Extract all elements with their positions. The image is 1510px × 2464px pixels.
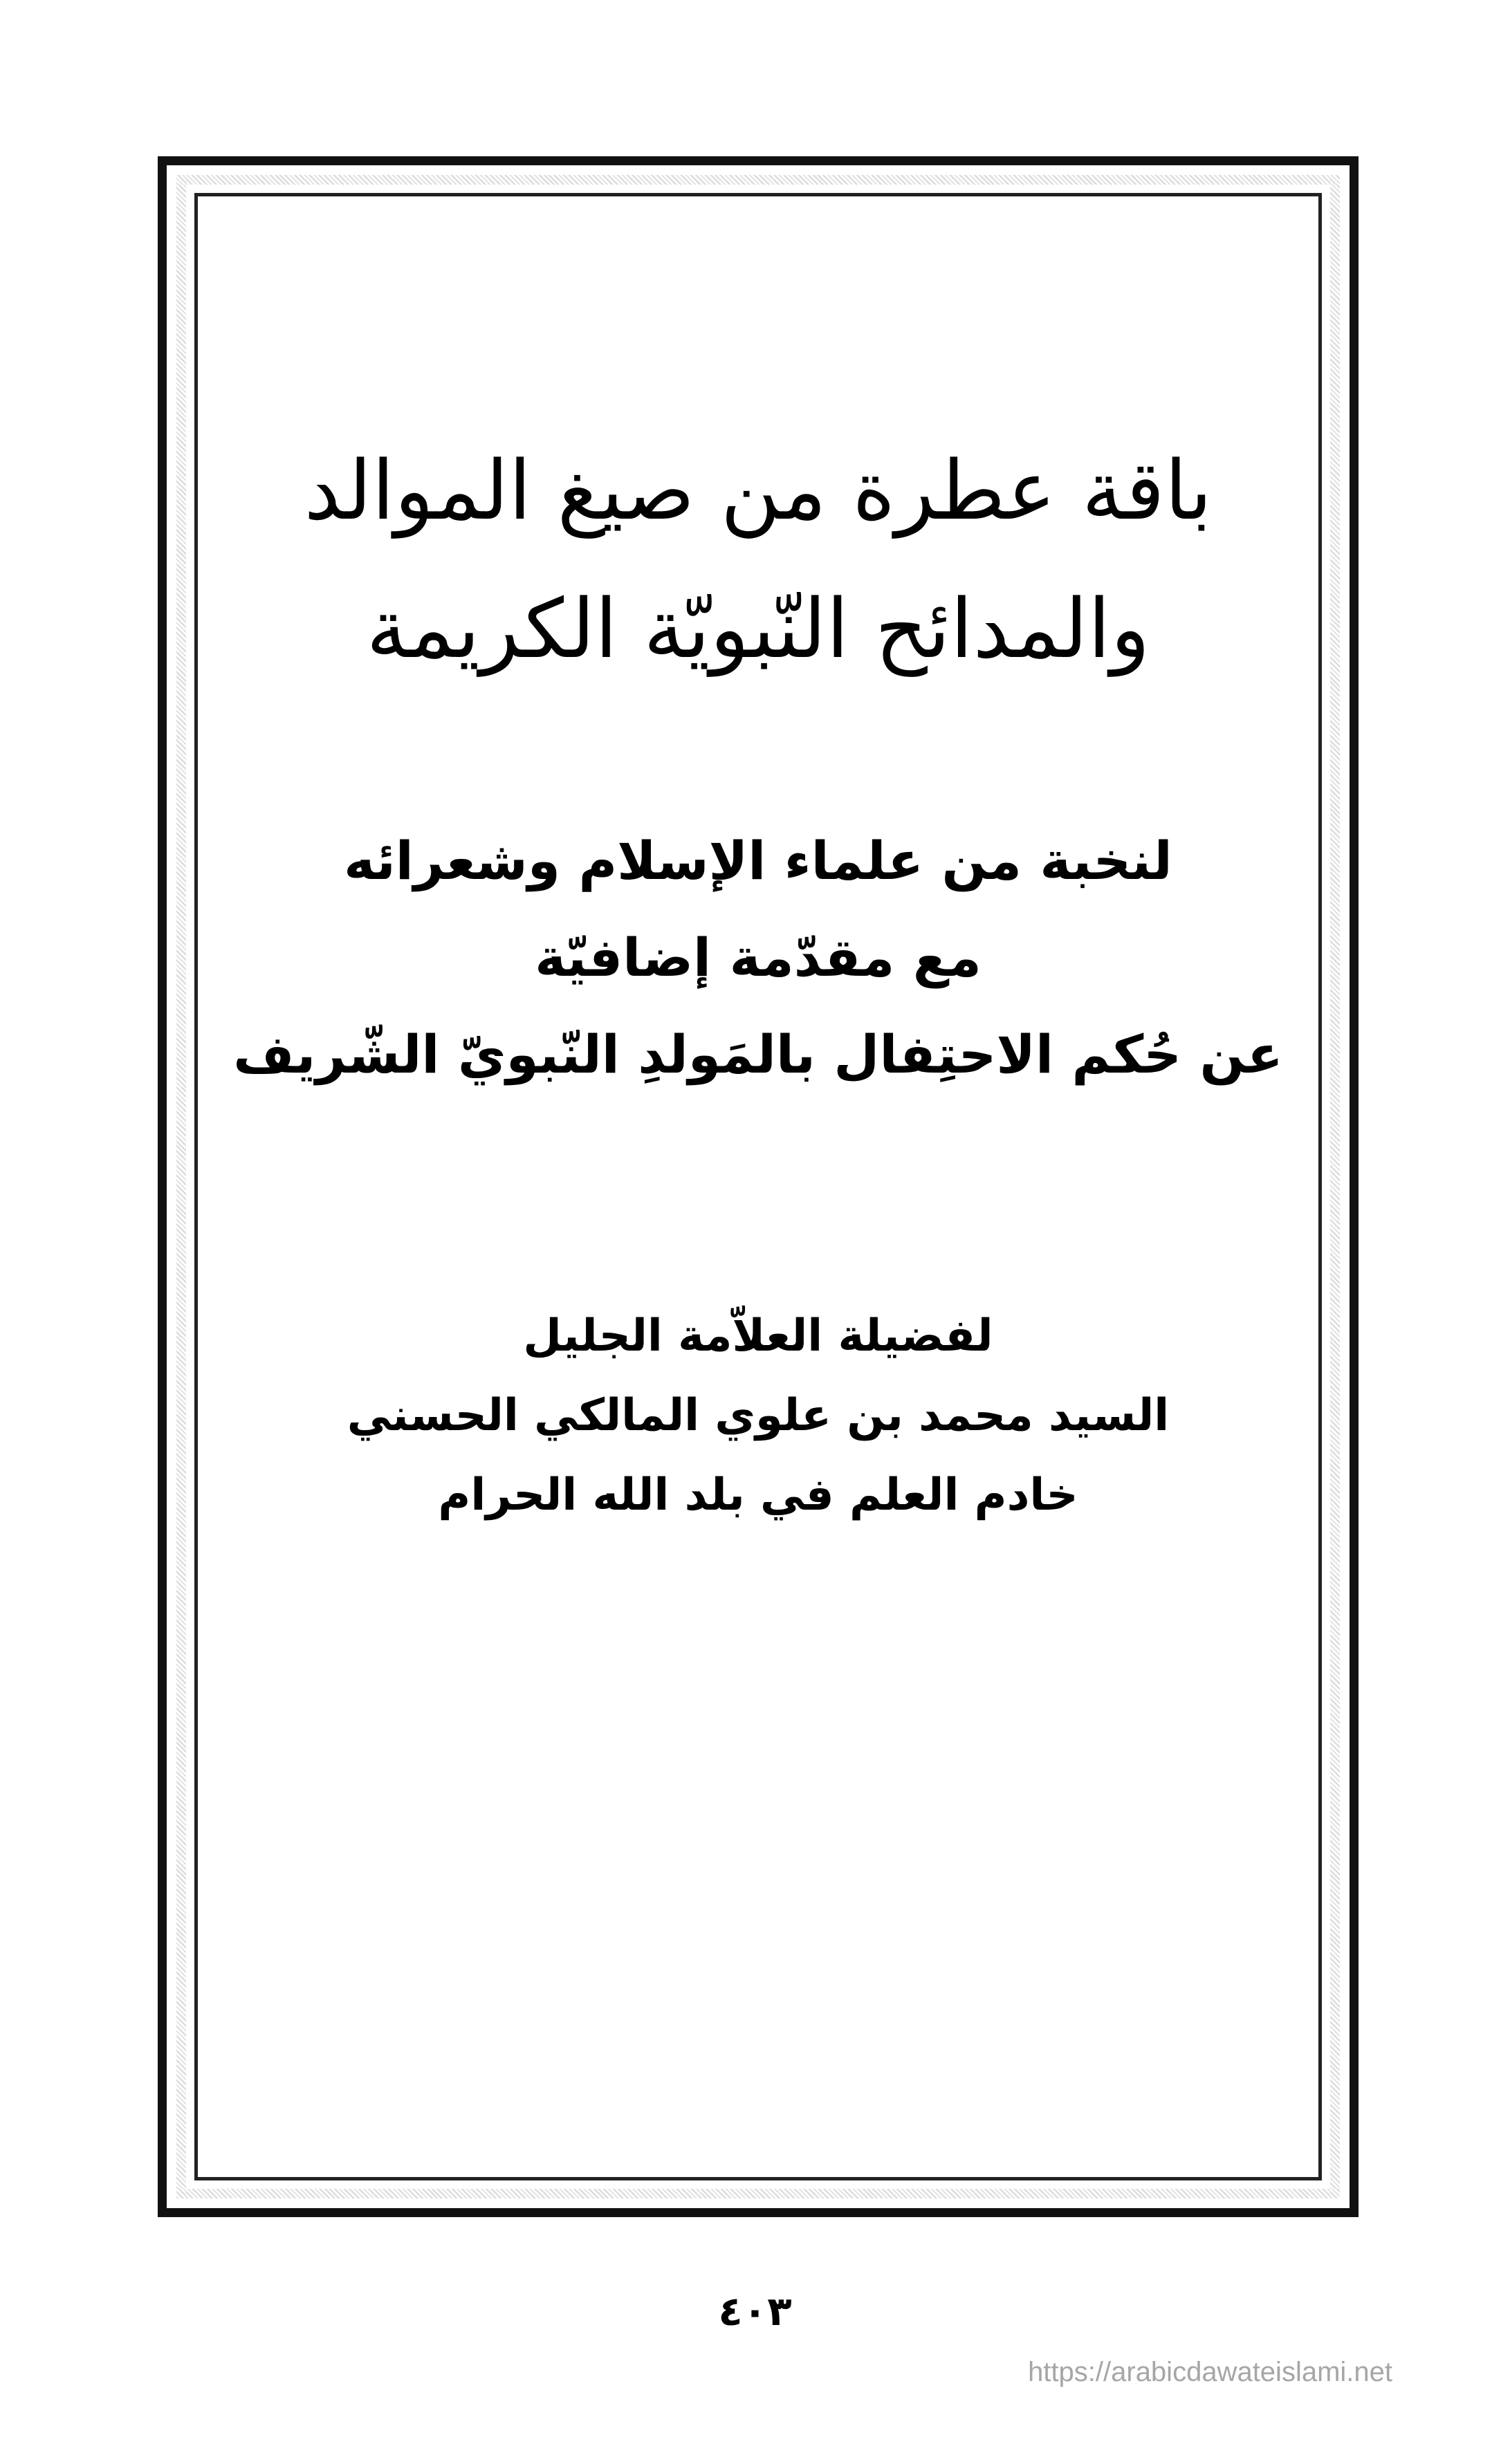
author-description: خادم العلم في بلد الله الحرام — [438, 1470, 1078, 1521]
subtitle-line-1: لنخبة من علماء الإسلام وشعرائه — [344, 830, 1172, 891]
author-name: السيد محمد بن علوي المالكي الحسني — [347, 1390, 1170, 1441]
title-line-2: والمدائح النّبويّة الكريمة — [366, 581, 1150, 676]
subtitle-line-3: عن حُكم الاحتِفال بالمَولدِ النّبويّ الشّريف — [233, 1023, 1283, 1085]
subtitle-line-2: مع مقدّمة إضافيّة — [535, 927, 982, 988]
title-line-1: باقة عطرة من صيغ الموالد — [304, 443, 1213, 538]
page-number: ٤٠٣ — [718, 2288, 792, 2335]
watermark-url: https://arabicdawateislami.net — [1028, 2357, 1392, 2387]
author-honorific: لفضيلة العلاّمة الجليل — [523, 1310, 993, 1362]
